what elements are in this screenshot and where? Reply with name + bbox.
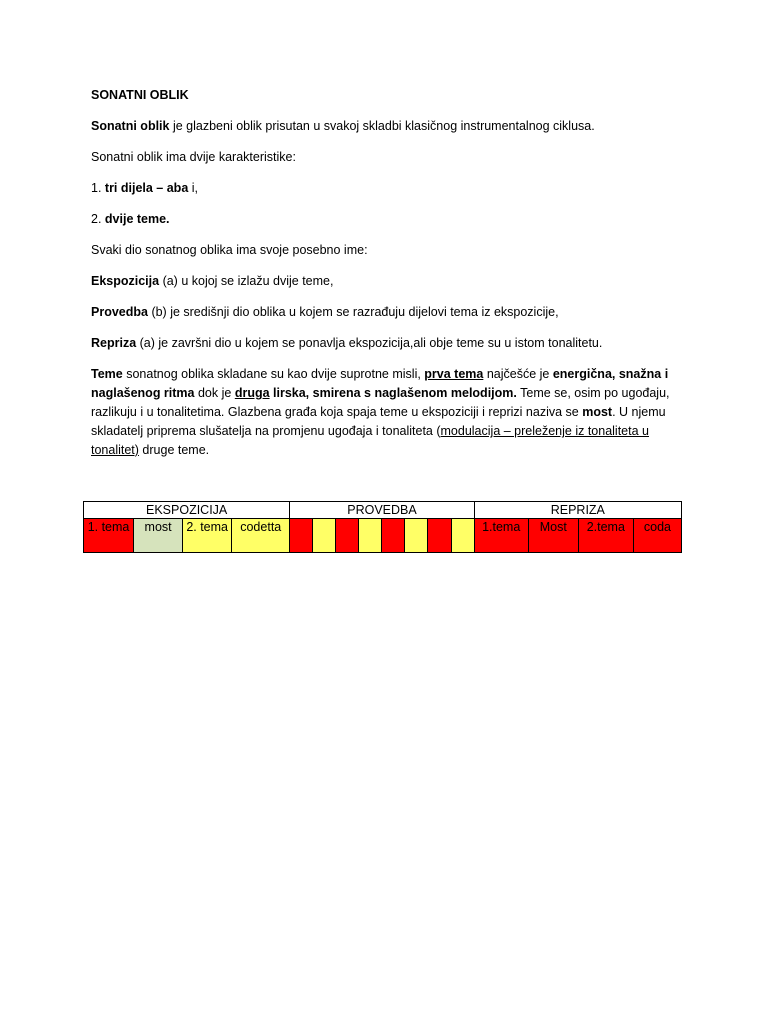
header-ekspozicija: EKSPOZICIJA	[84, 502, 290, 519]
provedba-text: (b) je središnji dio oblika u kojem se razrađuju dijelovi tema iz ekspozicije,	[147, 305, 559, 319]
term-most: most	[582, 405, 613, 419]
cell-provedba-5	[382, 519, 405, 553]
characteristic-1-post: i,	[188, 181, 199, 195]
paragraph-repriza	[91, 334, 683, 353]
cell-provedba-4	[359, 519, 382, 553]
paragraph-definition	[91, 117, 683, 136]
term-provedba: Provedba	[91, 305, 148, 319]
cell-provedba-7	[428, 519, 451, 553]
cell-provedba-6	[405, 519, 428, 553]
term-repriza: Repriza	[91, 336, 137, 350]
list-number: 1.	[91, 181, 105, 195]
cell-provedba-3	[336, 519, 359, 553]
paragraph-ekspozicija	[91, 272, 683, 291]
term-ekspozicija: Ekspozicija	[91, 274, 160, 288]
list-number: 2.	[91, 212, 105, 226]
characteristic-1-bold: tri dijela – aba	[104, 181, 189, 195]
term-prva-tema: prva tema	[424, 367, 484, 381]
table-header-row	[84, 502, 682, 519]
cell-repriza-most: Most	[528, 519, 578, 553]
document-title: SONATNI OBLIK	[91, 88, 189, 102]
table-row	[84, 519, 682, 553]
cell-provedba-8	[451, 519, 474, 553]
cell-repriza-prva-tema: 1.tema	[474, 519, 528, 553]
term-sonatni-oblik: Sonatni oblik	[91, 119, 170, 133]
definition-text: je glazbeni oblik prisutan u svakoj skladbi klasičnog instrumentalnog ciklusa.	[169, 119, 595, 133]
term-energicna: energična, snažna i naglašenog ritma	[91, 367, 669, 400]
cell-druga-tema: 2. tema	[183, 519, 232, 553]
characteristic-2	[91, 210, 683, 229]
cell-codetta: codetta	[232, 519, 290, 553]
text-run: sonatnog oblika skladane su kao dvije suprotne misli,	[122, 367, 425, 381]
ekspozicija-text: (a) u kojoj se izlažu dvije teme,	[159, 274, 334, 288]
header-repriza: REPRIZA	[474, 502, 681, 519]
term-druga: druga	[234, 386, 270, 400]
cell-coda: coda	[633, 519, 681, 553]
paragraph-characteristics-intro: Sonatni oblik ima dvije karakteristike:	[91, 150, 296, 164]
cell-provedba-2	[313, 519, 336, 553]
header-provedba: PROVEDBA	[290, 502, 474, 519]
paragraph-parts-intro: Svaki dio sonatnog oblika ima svoje posebno ime:	[91, 243, 368, 257]
sonata-form-table	[83, 501, 682, 553]
repriza-text: (a) je završni dio u kojem se ponavlja ekspozicija,ali obje teme su u istom tonalitetu.	[136, 336, 603, 350]
term-lirska: lirska, smirena s naglašenom melodijom.	[269, 386, 517, 400]
text-run: Teme se, osim po ugođaju, razlikuju i u tonalitetima. Glazbena građa koja spaja teme u ekspoziciji i reprizi naziva se	[91, 386, 670, 419]
text-run: dok je	[194, 386, 235, 400]
text-run: najčešće je	[483, 367, 553, 381]
cell-repriza-druga-tema: 2.tema	[578, 519, 633, 553]
characteristic-1	[91, 179, 683, 198]
text-run: . U njemu skladatelj priprema slušatelja na promjenu ugođaja i tonaliteta (	[91, 405, 666, 438]
characteristic-2-bold: dvije teme.	[104, 212, 170, 226]
cell-prva-tema: 1. tema	[84, 519, 134, 553]
paragraph-provedba	[91, 303, 683, 322]
text-run: druge teme.	[138, 443, 210, 457]
cell-most: most	[134, 519, 183, 553]
document-body	[91, 86, 683, 472]
cell-provedba-1	[290, 519, 313, 553]
term-modulacija: modulacija – preleženje iz tonaliteta u tonalitet)	[91, 424, 649, 457]
term-teme: Teme	[91, 367, 123, 381]
paragraph-teme	[91, 365, 683, 460]
